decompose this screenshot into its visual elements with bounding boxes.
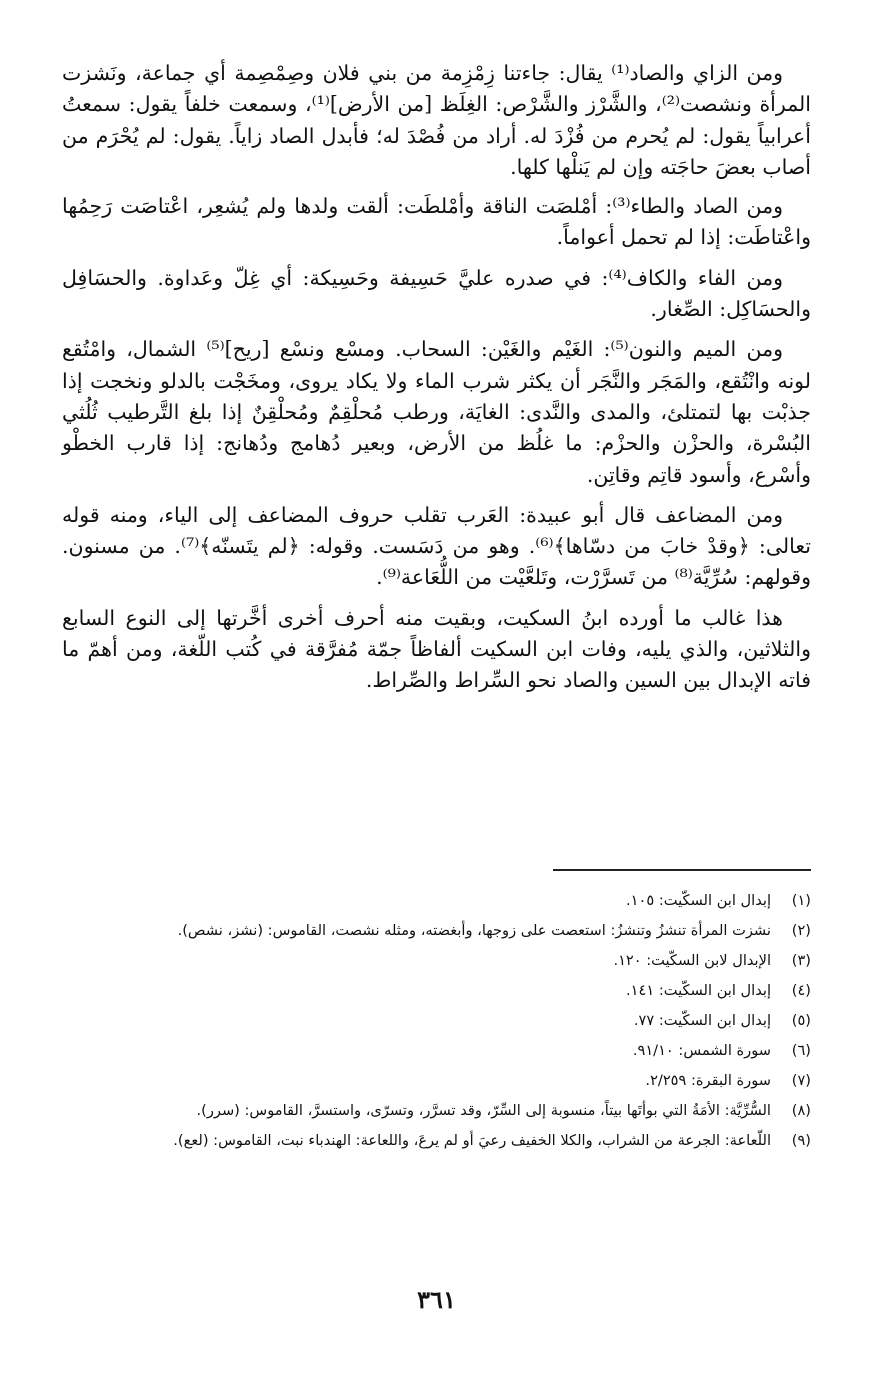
footnote-number: (٩) (791, 1132, 811, 1149)
footnote-text: إبدال ابن السكّيت: ١٤١. (626, 982, 771, 999)
footnote-text: اللّعاعة: الجرعة من الشراب، والكلا الخفيف رعيَ أو لم يرعَ، واللعاعة: الهندباء نبت، القاموس: (لعع). (173, 1132, 771, 1149)
main-text (62, 58, 811, 706)
paragraph-zay-sad: ومن الزاي والصاد⁽¹⁾ يقال: جاءتنا زِمْزِمة من بني فلان وصِمْصِمة أي جماعة، ونَشزت المرأة ونشصت⁽²⁾، والشَّرْز والشَّرْص: الغِلَظ [من الأرض]⁽¹⁾، وسمعت خلفاً يقول: سمعتُ أعرابياً يقول: لم يُحرم من فُزْدَ له. أراد من فُصْدَ له؛ فأبدل الصاد زاياً. يقول: لم يُحْرَم من أصاب بعضَ حاجَته وإن لم يَنلْها كلها. (62, 61, 811, 179)
footnote-number: (٢) (791, 922, 811, 939)
paragraph-mim-nun: ومن الميم والنون⁽⁵⁾: الغَيْم والغَيْن: السحاب. ومسْع ونسْع [ريح]⁽⁵⁾ الشمال، وامْتُقع لونه وانْتُقع، والمَجَر والنَّجَر أن يكثر شرب الماء ولا يكاد يروى، ومخَجْت بالدلو ونخجت إذا جذبْت بها لتمتلئ، والمدى والنَّدى: الغايَة، ورطب مُحلْقِمٌ ومُحلْقِنٌ إذا بلغ التَّرطيب ثُلُثي البُسْرة، والحزْن والحزْم: ما غلُظ من الأرض، وبعير دُهامج ودُهانج: إذا قارب الخطْو وأسْرع، وأسود قاتِم وقاتِن. (62, 337, 811, 487)
footnote-separator (553, 869, 811, 872)
footnote-text: الإبدال لابن السكّيت: ١٢٠. (613, 952, 771, 969)
footnote (62, 976, 811, 1006)
footnote (62, 1096, 811, 1126)
footnote-text: إبدال ابن السكّيت: ١٠٥. (626, 892, 771, 909)
footnote (62, 1066, 811, 1096)
paragraph-summary: هذا غالب ما أورده ابنُ السكيت، وبقيت منه أحرف أخرى أخَّرتها إلى النوع السابع والثلاثين، والذي يليه، وفات ابن السكيت ألفاظاً جمّة مُفرَّقة في كُتب اللّغة، ومن أهمّ ما فاته الإبدال بين السين والصاد نحو السِّراط والصِّراط. (62, 605, 811, 693)
footnote-text: سورة الشمس: ٩١/١٠. (632, 1042, 771, 1059)
footnote-number: (٨) (791, 1102, 811, 1119)
footnote-number: (٥) (791, 1012, 811, 1029)
footnote-number: (٣) (791, 952, 811, 969)
footnote (62, 1036, 811, 1066)
footnote-rule (553, 869, 811, 871)
footnote (62, 886, 811, 916)
footnote-number: (٧) (791, 1072, 811, 1089)
footnote-number: (٤) (791, 982, 811, 999)
footnote-number: (٦) (791, 1042, 811, 1059)
footnote-text: إبدال ابن السكّيت: ٧٧. (633, 1012, 771, 1029)
footnote (62, 1126, 811, 1156)
footnote (62, 946, 811, 976)
footnote-number: (١) (791, 892, 811, 909)
footnote-text: السُّرِّيَّة: الأمَةُ التي بوأتَها بيتاً، منسوبة إلى السِّرّ، وقد تسرَّر، وتسرّى، واستسرَّ، القاموس: (سرر). (196, 1102, 771, 1119)
footnote-text: سورة البقرة: ٢/٢٥٩. (645, 1072, 771, 1089)
footnote (62, 916, 811, 946)
footnotes (62, 886, 811, 1156)
page-number: ٣٦١ (417, 1285, 456, 1314)
paragraph-sad-taa: ومن الصاد والطاء⁽³⁾: أمْلصَت الناقة وأمْلطَت: ألقت ولدها ولم يُشعِر، اعْتاصَت رَحِمُها واعْتاطَت: إذا لم تحمل أعواماً. (62, 194, 811, 250)
paragraph-mudaaf: ومن المضاعف قال أبو عبيدة: العَرب تقلب حروف المضاعف إلى الياء، ومنه قوله تعالى: ﴿وقدْ خابَ من دسّاها﴾⁽⁶⁾. وهو من دَسَست. وقوله: ﴿لم يتَسنّه﴾⁽⁷⁾. من مسنون. وقولهم: سُرِّيَّة⁽⁸⁾ من تَسرَّرْت، وتَلعَّيْت من اللُّعَاعة⁽⁹⁾. (62, 502, 811, 590)
paragraph-faa-kaf: ومن الفاء والكاف⁽⁴⁾: في صدره عليَّ حَسِيفة وحَسِيكة: أي غِلّ وعَداوة. والحسَافِل والحسَاكِل: الصِّغار. (62, 265, 811, 322)
footnote-text: نشزت المرأة تنشزُ وتنشزُ: استعصت على زوجها، وأبغضته، ومثله نشصت، القاموس: (نشز، نشص). (177, 922, 771, 939)
footnote (62, 1006, 811, 1036)
